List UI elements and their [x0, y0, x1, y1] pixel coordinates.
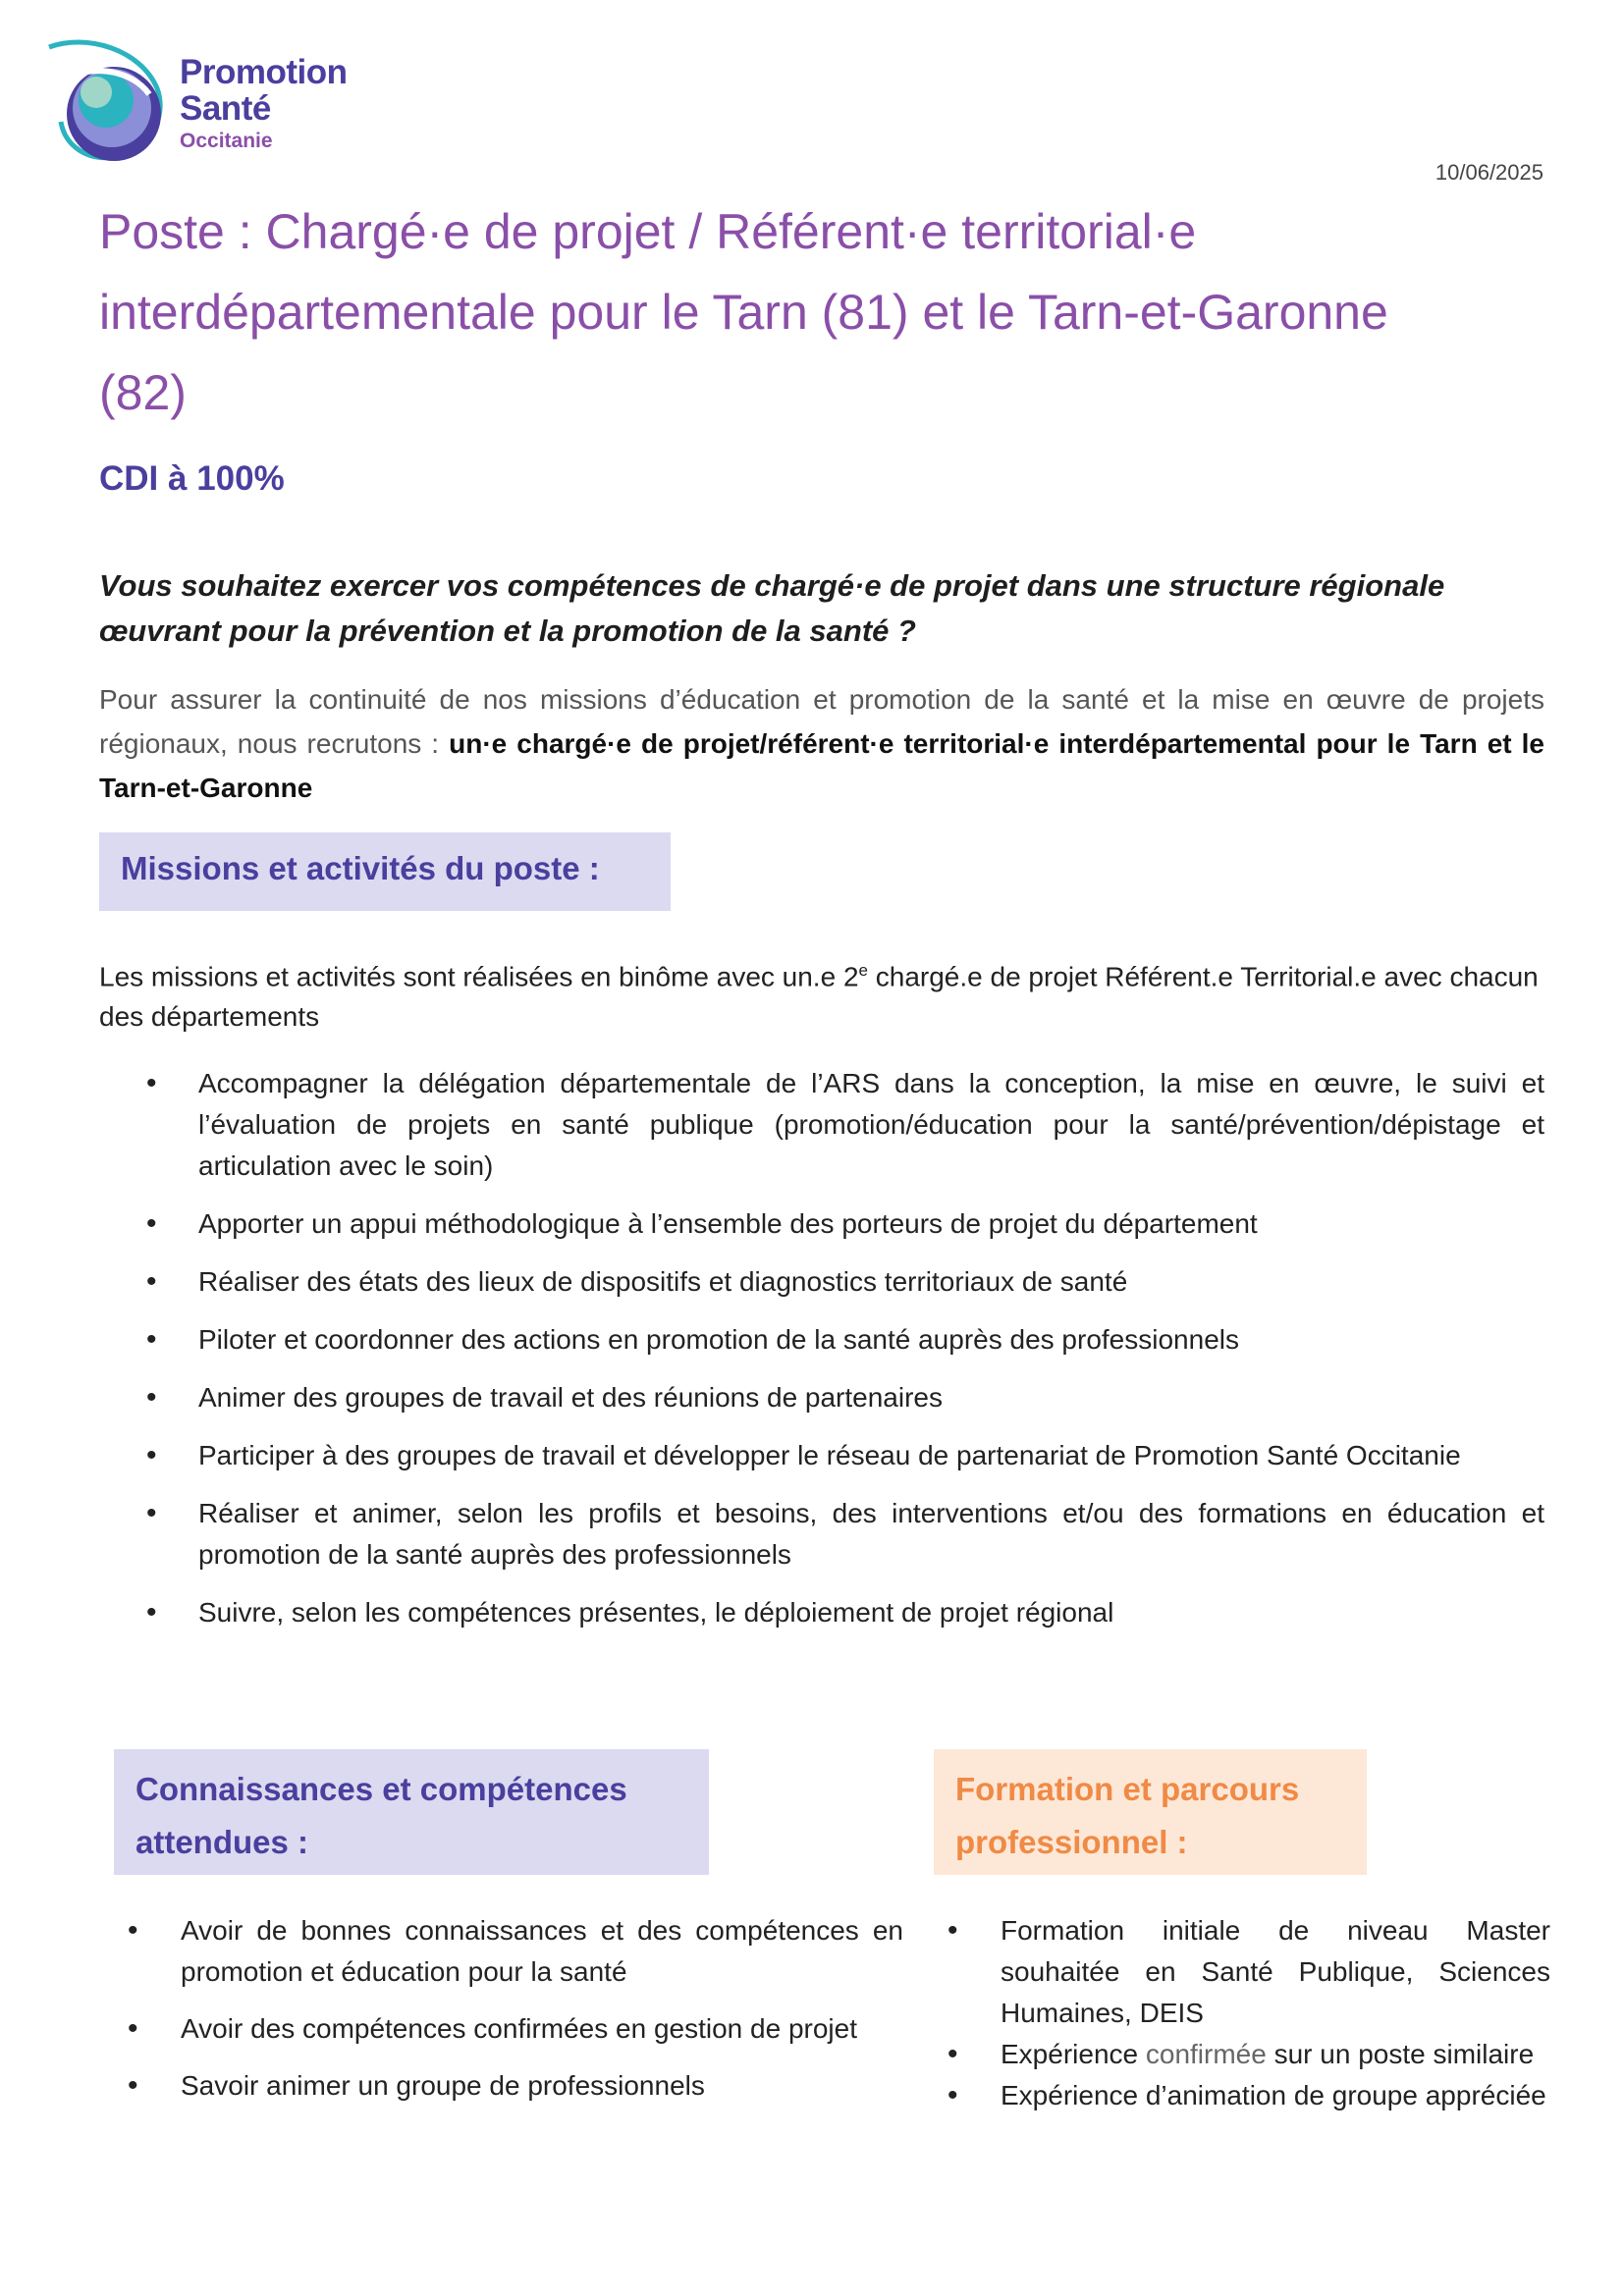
list-item: • Réaliser et animer, selon les profils et besoins, des interventions et/ou des formations en éducation et promotion de la santé auprès des professionnels — [99, 1493, 1544, 1575]
skills-heading — [114, 1749, 709, 1875]
intro-question: Vous souhaitez exercer vos compétences de chargé·e de projet dans une structure régionale œuvrant pour la prévention et la promotion de la santé ? — [99, 568, 1445, 648]
logo-line-3: Occitanie — [180, 130, 273, 152]
training-item-2-after: sur un poste similaire — [1266, 2039, 1535, 2069]
intro-paragraph — [99, 677, 1544, 810]
training-item-2-muted: confirmée — [1145, 2039, 1267, 2069]
list-item: • Réaliser des états des lieux de dispositifs et diagnostics territoriaux de santé — [99, 1261, 1544, 1303]
job-title: Poste : Chargé·e de projet / Référent·e territorial·e interdépartementale pour le Tarn (81) et le Tarn-et-Garonne (82) — [99, 204, 1388, 420]
training-heading-line-2: professionnel : — [955, 1824, 1188, 1860]
list-item: • Participer à des groupes de travail et développer le réseau de partenariat de Promotion Santé Occitanie — [99, 1435, 1544, 1476]
training-list — [947, 1910, 1550, 2116]
training-heading — [934, 1749, 1367, 1875]
missions-lead — [99, 950, 1544, 1037]
missions-lead-before: Les missions et activités sont réalisées en binôme avec un.e 2 — [99, 961, 859, 992]
document-date: 10/06/2025 — [1435, 160, 1543, 185]
list-item: • Animer des groupes de travail et des réunions de partenaires — [99, 1377, 1544, 1418]
list-item: • Piloter et coordonner des actions en promotion de la santé auprès des professionnels — [99, 1319, 1544, 1361]
list-item: • Accompagner la délégation départementale de l’ARS dans la conception, la mise en œuvre, le suivi et l’évaluation de projets en santé publique (promotion/éducation pour la santé/prévention/dépistage et articulation avec le soin) — [99, 1063, 1544, 1187]
list-item — [947, 2034, 1550, 2075]
missions-lead-sup: e — [858, 961, 868, 980]
intro-text-bold: un·e chargé·e de projet/référent·e territorial·e interdépartemental pour le Tarn et le Tarn-et-Garonne — [99, 728, 1544, 803]
logo-emblem-icon — [47, 39, 175, 167]
skills-heading-line-2: attendues : — [135, 1824, 309, 1860]
list-item: • Expérience d’animation de groupe appréciée — [947, 2075, 1550, 2116]
skills-heading-line-1: Connaissances et compétences — [135, 1771, 627, 1807]
training-heading-line-1: Formation et parcours — [955, 1771, 1300, 1807]
skills-list — [128, 1910, 903, 2122]
missions-list — [99, 1063, 1544, 1650]
list-item: • Formation initiale de niveau Master souhaitée en Santé Publique, Sciences Humaines, DEIS — [947, 1910, 1550, 2034]
logo-text — [180, 55, 347, 151]
list-item: • Apporter un appui méthodologique à l’ensemble des porteurs de projet du département — [99, 1203, 1544, 1245]
contract-type: CDI à 100% — [99, 459, 285, 498]
list-item: • Suivre, selon les compétences présentes, le déploiement de projet régional — [99, 1592, 1544, 1633]
missions-heading: Missions et activités du poste : — [99, 832, 671, 911]
list-item: • Savoir animer un groupe de professionnels — [128, 2065, 903, 2107]
list-item: • Avoir des compétences confirmées en gestion de projet — [128, 2008, 903, 2050]
logo-line-2: Santé — [180, 89, 271, 128]
training-item-2-before: Expérience — [1001, 2039, 1146, 2069]
logo-line-1: Promotion — [180, 53, 348, 91]
logo — [47, 39, 381, 167]
intro-text: Pour assurer la continuité de nos missions d’éducation et promotion de la santé et la mise en œuvre de projets régionaux, nous recrutons : — [99, 684, 1544, 759]
list-item: • Avoir de bonnes connaissances et des compétences en promotion et éducation pour la santé — [128, 1910, 903, 1993]
missions-lead-after: chargé.e de projet Référent.e Territorial.e avec chacun des départements — [99, 961, 1539, 1033]
